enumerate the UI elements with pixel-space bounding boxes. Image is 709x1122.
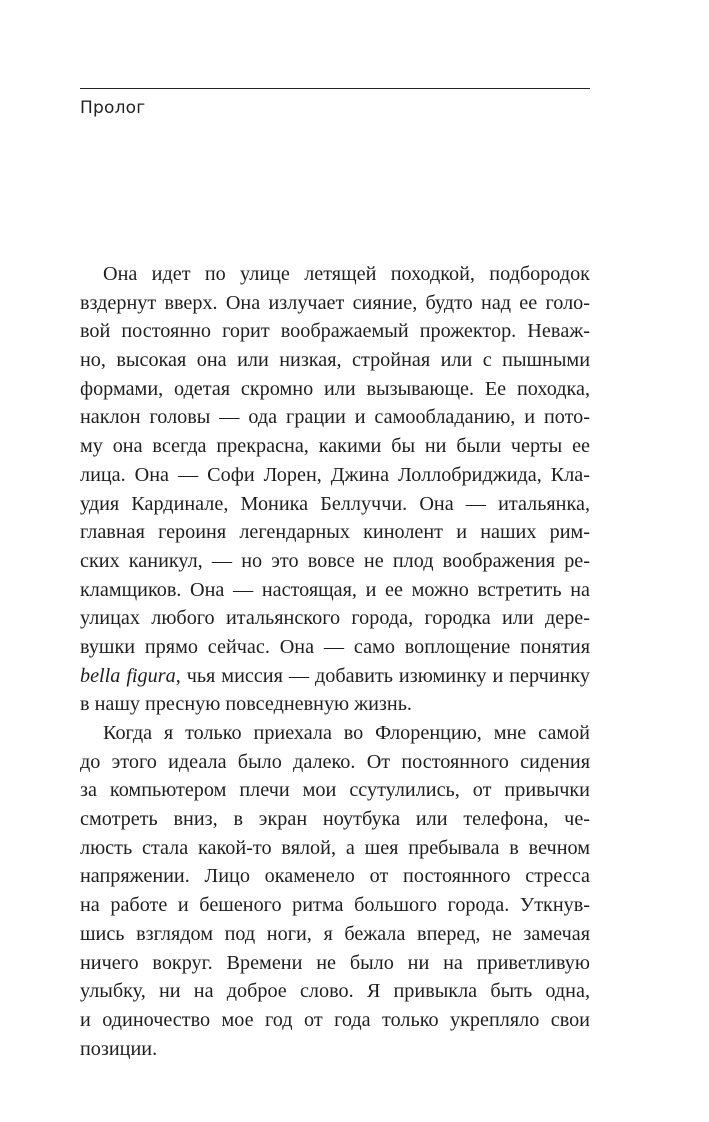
chapter-body <box>80 260 590 1063</box>
chapter-header: Пролог <box>80 98 146 118</box>
text-line: люсть стала какой-то вялой, а шея пребывала в вечном <box>80 836 590 859</box>
text-line: за компьютером плечи мои ссутулились, от привычки <box>80 779 590 802</box>
text-line: ничего вокруг. Времени не было ни на приветливую <box>80 951 590 974</box>
text-line: вушки прямо сейчас. Она — само воплощение понятия <box>80 635 590 658</box>
text-line: главная героиня легендарных кинолент и наших рим- <box>80 521 590 544</box>
text-line: Когда я только приехала во Флоренцию, мне самой <box>103 722 590 744</box>
text-line: удия Кардинале, Моника Беллуччи. Она — итальянка, <box>80 492 590 515</box>
text-line: кламщиков. Она — настоящая, и ее можно встретить на <box>80 578 590 601</box>
text-line-italic-term <box>80 662 590 691</box>
italic-line-rest: , чья миссия — добавить изюминку и перчинку <box>175 664 590 687</box>
text-line: му она всегда прекрасна, какими бы ни были черты ее <box>80 435 590 458</box>
text-line: улицах любого итальянского города, городка или дере- <box>80 607 590 630</box>
text-line: улыбку, ни на доброе слово. Я привыкла быть одна, <box>80 980 590 1003</box>
text-line: до этого идеала было далеко. От постоянного сидения <box>80 750 590 773</box>
text-line: смотреть вниз, в экран ноутбука или телефона, че- <box>80 808 590 831</box>
text-line: шись взглядом под ноги, я бежала вперед, не замечая <box>80 922 590 945</box>
text-line: Она идет по улице летящей походкой, подбородок <box>103 263 590 285</box>
text-line: и одиночество мое год от года только укрепляло свои <box>80 1008 590 1031</box>
text-line: ских каникул, — но это вовсе не плод воображения ре- <box>80 549 590 572</box>
text-line: вздернут вверх. Она излучает сияние, будто над ее голо- <box>80 291 590 314</box>
text-line: вой постоянно горит воображаемый прожектор. Невaж- <box>80 320 590 343</box>
paragraph-1 <box>80 260 590 719</box>
text-line: напряжении. Лицо окаменело от постоянного стресса <box>80 865 590 888</box>
text-line: на работе и бешеного ритма большого города. Уткнув- <box>80 894 590 917</box>
italic-term: bella figura <box>80 664 176 687</box>
paragraph-2 <box>80 719 590 1063</box>
text-line: в нашу пресную повседневную жизнь. <box>80 693 412 716</box>
text-line: позиции. <box>80 1037 158 1060</box>
text-line: наклон головы — ода грации и самообладанию, и пото- <box>80 406 590 429</box>
header-rule <box>80 88 590 89</box>
text-line: но, высокая она или низкая, стройная или с пышными <box>80 349 590 372</box>
text-line: лица. Она — Софи Лорен, Джина Лоллобриджида, Кла- <box>80 463 590 486</box>
text-line: формами, одетая скромно или вызывающе. Ее походка, <box>80 377 590 400</box>
